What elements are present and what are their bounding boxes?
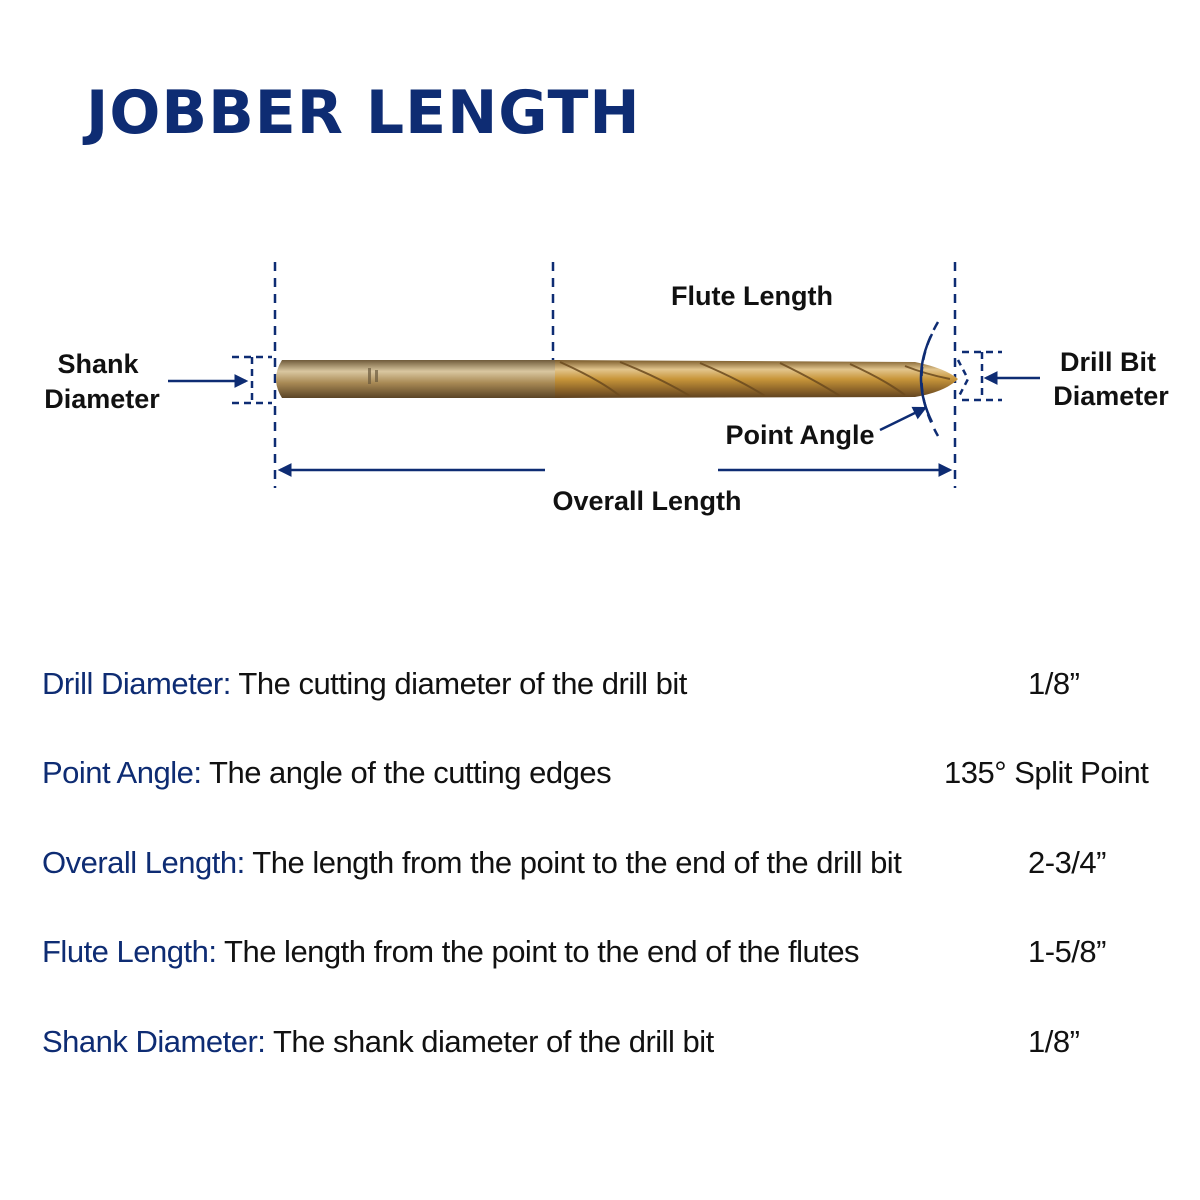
spec-description: The angle of the cutting edges [201,755,612,790]
point-angle-label: Point Angle [725,420,875,450]
spec-term: Drill Diameter: [42,666,231,701]
spec-value: 1/8” [1028,666,1080,701]
spec-term: Overall Length: [42,845,245,880]
shank-diameter-label-line1: Shank [57,349,139,379]
spec-description: The shank diameter of the drill bit [265,1024,714,1059]
page-title: JOBBER LENGTH [86,78,641,148]
spec-value: 135° Split Point [944,755,1149,790]
spec-row-overall-length [42,845,1182,889]
spec-description: The length from the point to the end of the flutes [216,934,860,969]
spec-term: Shank Diameter: [42,1024,266,1059]
spec-row-shank-diameter [42,1024,1182,1068]
spec-row-point-angle [42,755,1182,799]
spec-term: Point Angle: [42,755,202,790]
drill-bit-diameter-label-line2: Diameter [1053,381,1169,411]
point-angle-arrow [880,408,925,430]
shank-diameter-label-line2: Diameter [44,384,160,414]
spec-row-flute-length [42,934,1182,978]
drill-bit [276,360,958,398]
spec-value: 1/8” [1028,1024,1080,1059]
drill-bit-diameter-bracket [962,352,1002,400]
spec-description: The length from the point to the end of the drill bit [244,845,902,880]
overall-length-label: Overall Length [552,486,742,516]
drill-shank [276,360,560,398]
spec-row-drill-diameter [42,666,1182,710]
drill-bit-diameter-label-line1: Drill Bit [1059,347,1157,377]
spec-term: Flute Length: [42,934,217,969]
flute-length-label: Flute Length [671,281,833,311]
spec-value: 1-5/8” [1028,934,1106,969]
spec-value: 2-3/4” [1028,845,1106,880]
spec-description: The cutting diameter of the drill bit [230,666,687,701]
